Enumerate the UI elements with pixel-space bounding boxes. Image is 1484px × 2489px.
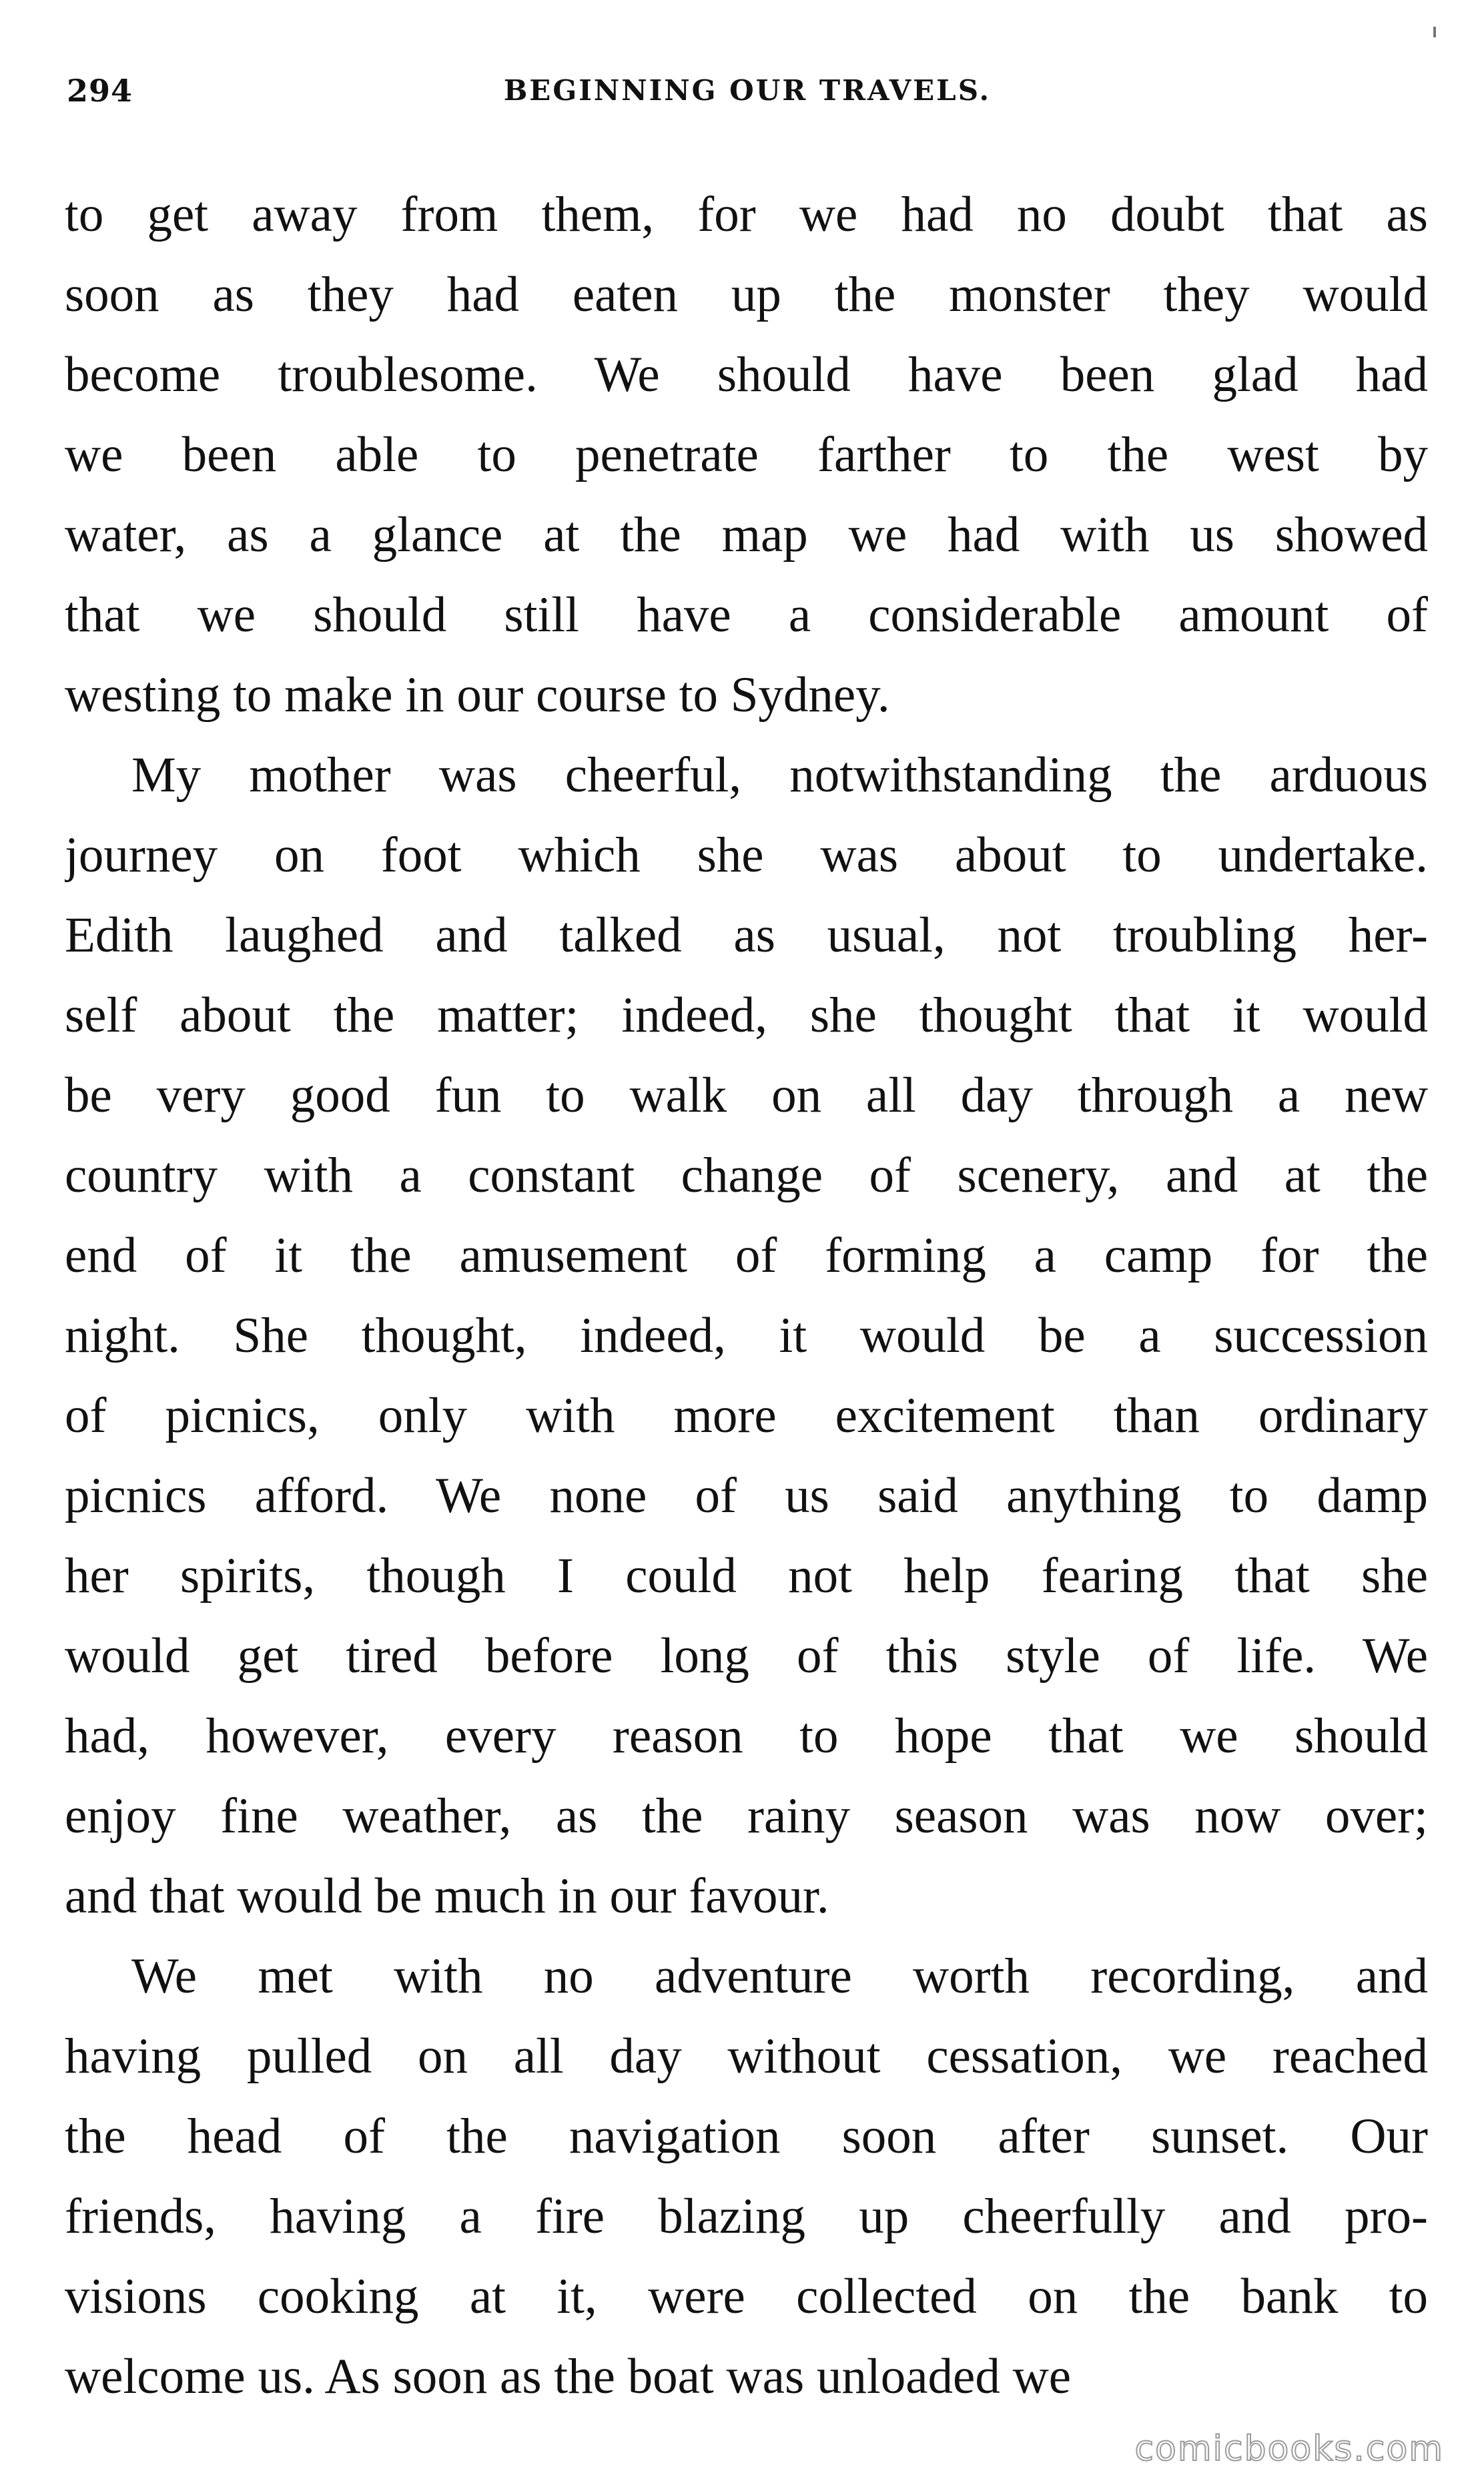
text-line: country with a constant change of scenery, and at the (65, 1148, 1428, 1203)
text-line: her spirits, though I could not help fearing that she (65, 1548, 1428, 1604)
text-line: the head of the navigation soon after sunset. Our (65, 2109, 1428, 2164)
body-text (65, 175, 1428, 2417)
text-line: that we should still have a considerable amount of (65, 587, 1428, 643)
text-line: become troublesome. We should have been glad had (65, 347, 1428, 402)
text-line: to get away from them, for we had no doubt that as (65, 187, 1428, 242)
margin-mark (1433, 27, 1436, 37)
text-line: and that would be much in our favour. (65, 1868, 829, 1924)
text-line: journey on foot which she was about to undertake. (65, 827, 1428, 883)
paragraph (65, 1936, 1428, 2417)
text-line: enjoy fine weather, as the rainy season was now over; (65, 1788, 1428, 1844)
paragraph (65, 735, 1428, 1936)
text-line: would get tired before long of this style of life. We (65, 1628, 1428, 1684)
page-header (67, 64, 1428, 117)
text-line: of picnics, only with more excitement than ordinary (65, 1388, 1428, 1443)
text-line: We met with no adventure worth recording, and (131, 1948, 1428, 2004)
text-line: end of it the amusement of forming a camp for the (65, 1228, 1428, 1283)
text-line: friends, having a fire blazing up cheerfully and pro- (65, 2189, 1428, 2244)
text-line: be very good fun to walk on all day through a new (65, 1068, 1428, 1123)
text-line: picnics afford. We none of us said anything to damp (65, 1468, 1428, 1523)
text-line: visions cooking at it, were collected on the bank to (65, 2269, 1428, 2324)
text-line: welcome us. As soon as the boat was unloaded we (65, 2349, 1072, 2404)
text-line: soon as they had eaten up the monster they would (65, 267, 1428, 322)
text-line: My mother was cheerful, notwithstanding the arduous (131, 747, 1428, 803)
text-line: having pulled on all day without cessation, we reached (65, 2029, 1428, 2084)
watermark: comicbooks.com (1134, 2429, 1444, 2469)
text-line: we been able to penetrate farther to the west by (65, 427, 1428, 482)
text-line: water, as a glance at the map we had with us showed (65, 507, 1428, 563)
paragraph (65, 175, 1428, 735)
text-line: westing to make in our course to Sydney. (65, 667, 890, 723)
text-line: Edith laughed and talked as usual, not troubling her- (65, 908, 1428, 963)
running-title: BEGINNING OUR TRAVELS. (503, 74, 992, 107)
text-line: had, however, every reason to hope that we should (65, 1708, 1428, 1764)
page-number: 294 (67, 73, 133, 109)
text-line: night. She thought, indeed, it would be a succession (65, 1308, 1428, 1363)
text-line: self about the matter; indeed, she thought that it would (65, 988, 1428, 1043)
